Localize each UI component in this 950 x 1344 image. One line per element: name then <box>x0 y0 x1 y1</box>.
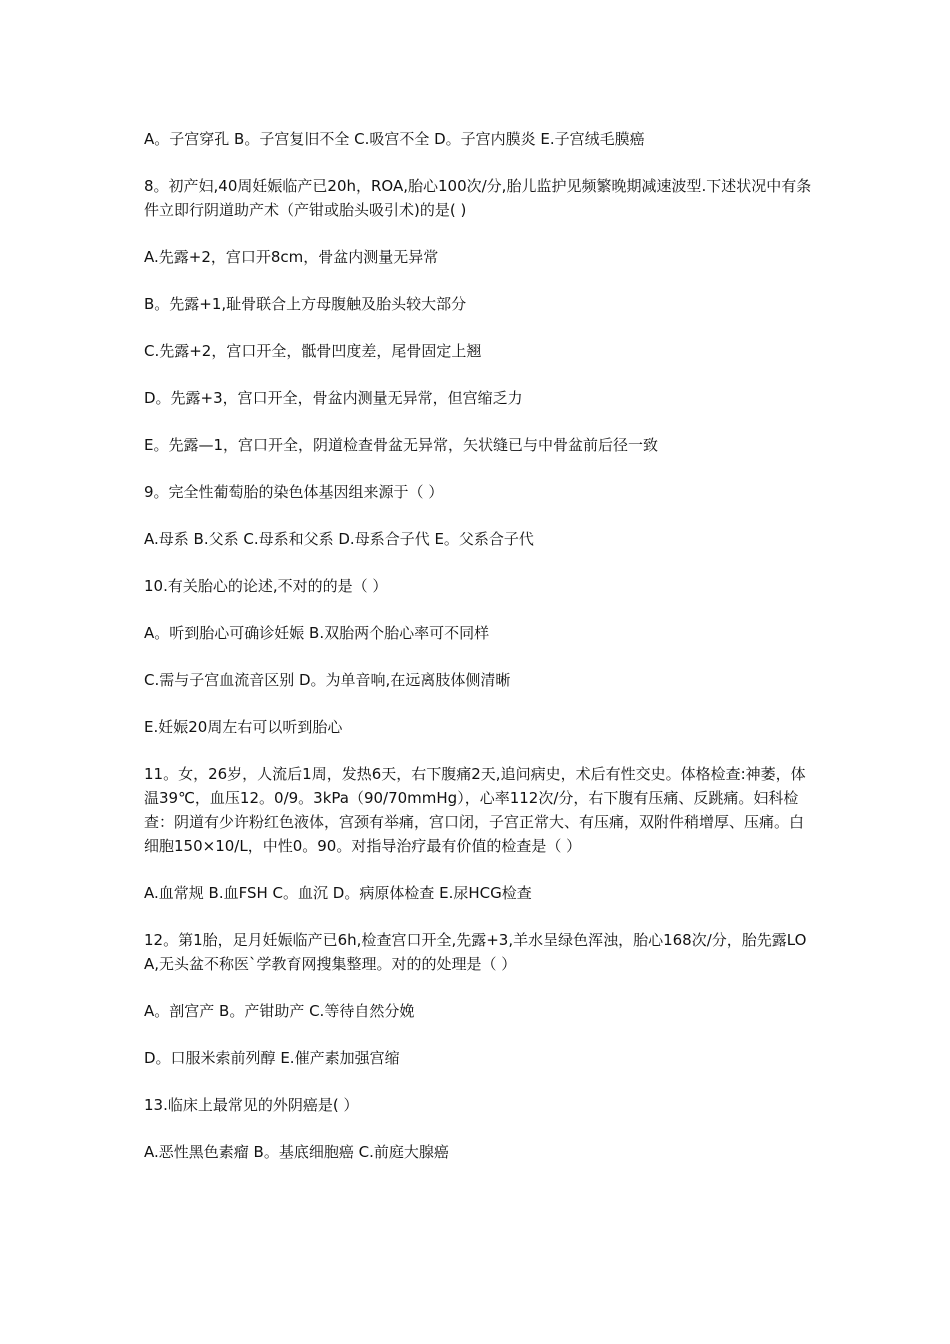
paragraph-question-10: 10.有关胎心的论述,不对的的是（ ） <box>144 577 388 595</box>
paragraph-option-10e: E.妊娠20周左右可以听到胎心 <box>144 718 343 736</box>
paragraph-question-8: 8。初产妇,40周妊娠临产已20h，ROA,胎心100次/分,胎儿监护见频繁晚期减速波型.下述状况中有条件立即行阴道助产术（产钳或胎头吸引术)的是( ) <box>144 177 812 219</box>
paragraph-option-8e: E。先露—1，宫口开全，阴道检查骨盆无异常，矢状缝已与中骨盆前后径一致 <box>144 436 659 454</box>
paragraph-options-q10-ab: A。听到胎心可确诊妊娠 B.双胎两个胎心率可不同样 <box>144 624 490 642</box>
paragraph-options-q12-abc: A。剖宫产 B。产钳助产 C.等待自然分娩 <box>144 1002 415 1020</box>
paragraph-options-q9: A.母系 B.父系 C.母系和父系 D.母系合子代 E。父系合子代 <box>144 530 534 548</box>
paragraph-question-13: 13.临床上最常见的外阴癌是( ） <box>144 1096 359 1114</box>
paragraph-option-8b: B。先露+1,耻骨联合上方母腹触及胎头较大部分 <box>144 295 467 313</box>
document-body <box>144 127 814 1187</box>
paragraph-option-8c: C.先露+2，宫口开全，骶骨凹度差，尾骨固定上翘 <box>144 342 482 360</box>
paragraph-option-8d: D。先露+3，宫口开全，骨盆内测量无异常，但宫缩乏力 <box>144 389 523 407</box>
paragraph-options-q13: A.恶性黑色素瘤 B。基底细胞癌 C.前庭大腺癌 <box>144 1143 449 1161</box>
paragraph-question-11: 11。女，26岁，人流后1周，发热6天，右下腹痛2天,追问病史，术后有性交史。体格检查:神萎，体温39℃，血压12。0/9。3kPa（90/70mmHg），心率112次/分，右下腹有压痛、反跳痛。妇科检查：阴道有少许粉红色液体，宫颈有举痛，宫口闭，子宫正常大、有压痛，双附件稍增厚、压痛。白细胞150×10/L，中性0。90。对指导治疗最有价值的检查是（ ） <box>144 765 806 855</box>
paragraph-question-12: 12。第1胎，足月妊娠临产已6h,检查宫口开全,先露+3,羊水呈绿色浑浊，胎心168次/分，胎先露LOA,无头盆不称医`学教育网搜集整理。对的的处理是（ ） <box>144 931 807 973</box>
paragraph-options-q11: A.血常规 B.血FSH C。血沉 D。病原体检查 E.尿HCG检查 <box>144 884 532 902</box>
paragraph-options-q10-cd: C.需与子宫血流音区别 D。为单音响,在远离肢体侧清晰 <box>144 671 511 689</box>
paragraph-question-9: 9。完全性葡萄胎的染色体基因组来源于（ ） <box>144 483 444 501</box>
paragraph-option-8a: A.先露+2，宫口开8cm，骨盆内测量无异常 <box>144 248 439 266</box>
paragraph-options-q7: A。子宫穿孔 B。子宫复旧不全 C.吸宫不全 D。子宫内膜炎 E.子宫绒毛膜癌 <box>144 130 645 148</box>
paragraph-options-q12-de: D。口服米索前列醇 E.催产素加强宫缩 <box>144 1049 400 1067</box>
